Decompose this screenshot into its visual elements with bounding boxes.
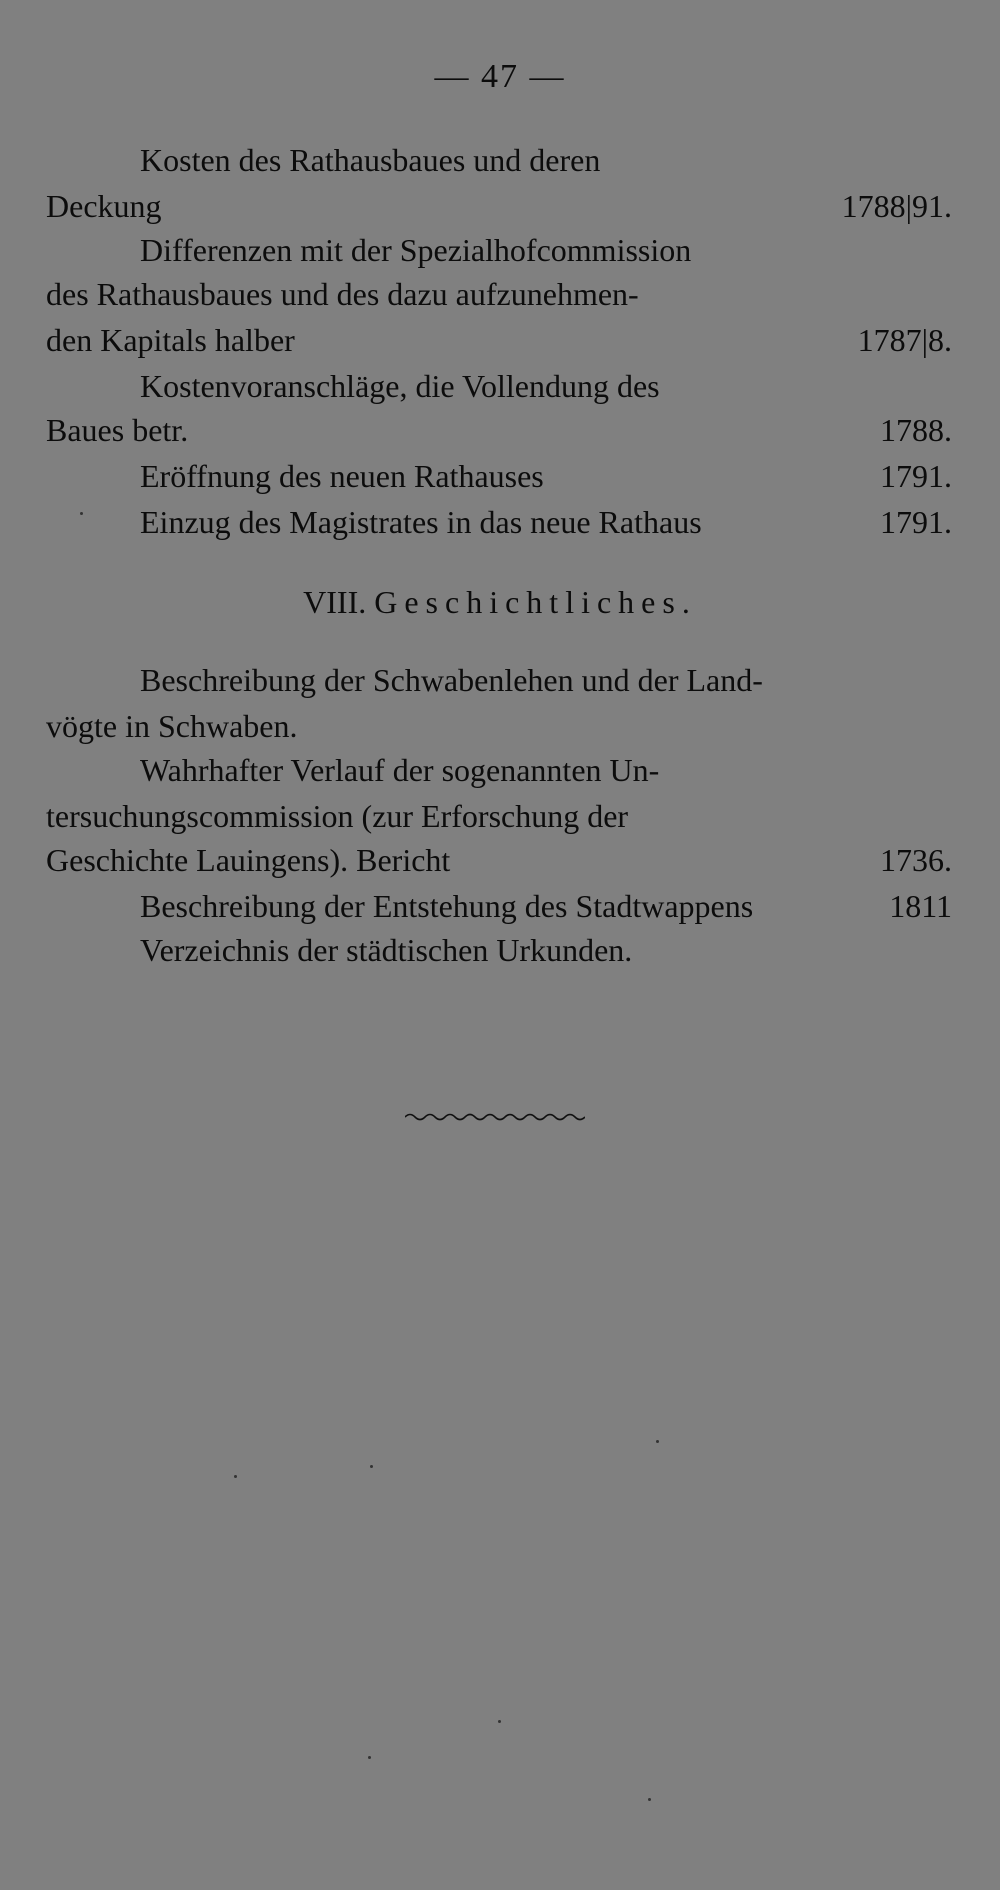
list-item <box>46 272 952 316</box>
entry-text: des Rathausbaues und des dazu aufzunehmen- <box>46 276 639 312</box>
entry-text: Eröffnung des neuen Rathauses <box>140 458 544 494</box>
page-number: — 47 — <box>434 58 566 95</box>
entry-text: den Kapitals halber <box>46 322 295 358</box>
entry-date: 1736. <box>880 842 952 878</box>
entry-date: 1811 <box>889 888 952 924</box>
list-item <box>46 228 952 272</box>
entry-text: Einzug des Magistrates in das neue Rathaus <box>140 504 702 540</box>
entry-text: tersuchungscommission (zur Erforschung der <box>46 798 629 834</box>
section-number: VIII. <box>303 584 367 620</box>
list-item <box>46 794 952 838</box>
list-item <box>46 318 952 362</box>
list-item <box>46 184 952 228</box>
scan-speck <box>234 1475 237 1478</box>
list-item <box>46 658 952 702</box>
list-item <box>46 138 952 182</box>
entry-text: Beschreibung der Entstehung des Stadtwappens <box>140 888 754 924</box>
section-heading <box>0 580 1000 624</box>
entry-text: Baues betr. <box>46 412 189 448</box>
entry-text: Geschichte Lauingens). Bericht <box>46 842 451 878</box>
entry-date: 1788|91. <box>841 188 952 224</box>
scan-speck <box>648 1798 651 1801</box>
list-item <box>46 928 952 972</box>
list-item <box>46 704 952 748</box>
entry-text: Kosten des Rathausbaues und deren <box>140 142 601 178</box>
entry-date: 1791. <box>880 504 952 540</box>
entry-text: Wahrhafter Verlauf der sogenannten Un- <box>140 752 660 788</box>
scan-speck <box>498 1720 501 1723</box>
section-title: Geschichtliches. <box>374 584 697 620</box>
entry-date: 1788. <box>880 412 952 448</box>
entry-text: Differenzen mit der Spezialhofcommission <box>140 232 692 268</box>
list-item <box>46 500 952 544</box>
list-item <box>46 838 952 882</box>
scan-speck <box>368 1756 371 1759</box>
list-item <box>46 884 952 928</box>
scan-speck <box>370 1465 373 1468</box>
entry-text: Kostenvoranschläge, die Vollendung des <box>140 368 660 404</box>
entry-text: Deckung <box>46 188 162 224</box>
scan-speck <box>656 1440 659 1443</box>
entry-text: Verzeichnis der städtischen Urkunden. <box>140 932 633 968</box>
entry-text: vögte in Schwaben. <box>46 708 298 744</box>
entry-date: 1791. <box>880 458 952 494</box>
scan-speck <box>80 512 83 515</box>
entry-text: Beschreibung der Schwabenlehen und der Land- <box>140 662 763 698</box>
list-item <box>46 748 952 792</box>
list-item <box>46 364 952 408</box>
list-item <box>46 408 952 452</box>
list-item <box>46 454 952 498</box>
entry-date: 1787|8. <box>857 322 952 358</box>
wavy-divider <box>405 1110 585 1124</box>
